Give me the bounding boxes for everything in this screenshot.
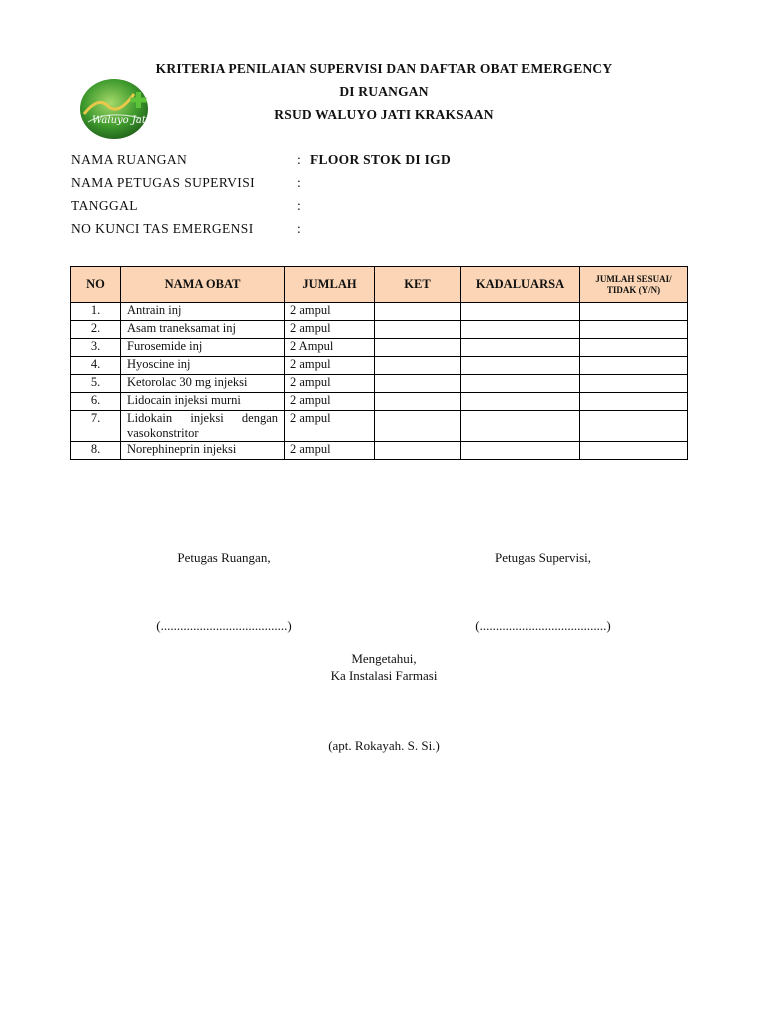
cell-jumlah: 2 ampul	[285, 411, 375, 442]
cell-nama-obat: Lidocain injeksi murni	[121, 393, 285, 411]
document-subtitle: DI RUANGAN	[339, 84, 429, 99]
col-header-jumlah-sesuai: JUMLAH SESUAI/ TIDAK (Y/N)	[580, 267, 688, 303]
info-colon: :	[297, 152, 301, 167]
info-label-tanggal: TANGGAL	[71, 198, 138, 213]
cell-ket[interactable]	[375, 339, 461, 357]
info-label-no-kunci: NO KUNCI TAS EMERGENSI	[71, 221, 254, 236]
info-colon: :	[297, 221, 301, 236]
table-row	[71, 411, 688, 442]
info-label-nama-ruangan: NAMA RUANGAN	[71, 152, 188, 167]
drug-table	[70, 266, 688, 460]
hospital-name: RSUD WALUYO JATI KRAKSAAN	[274, 107, 494, 122]
cell-nama-obat: Asam traneksamat inj	[121, 321, 285, 339]
cell-kadaluarsa[interactable]	[461, 357, 580, 375]
col-header-ket: KET	[375, 267, 461, 303]
table-row	[71, 375, 688, 393]
cell-nama-obat: Furosemide inj	[121, 339, 285, 357]
cell-no: 6.	[71, 393, 121, 411]
signature-title-petugas-supervisi: Petugas Supervisi,	[494, 550, 592, 565]
cell-no: 2.	[71, 321, 121, 339]
info-label-nama-petugas: NAMA PETUGAS SUPERVISI	[71, 175, 255, 190]
col-header-jumlah: JUMLAH	[285, 267, 375, 303]
acknowledge-name: (apt. Rokayah. S. Si.)	[328, 738, 440, 753]
col-header-kadaluarsa: KADALUARSA	[461, 267, 580, 303]
cell-ket[interactable]	[375, 411, 461, 442]
acknowledge-label: Mengetahui,	[351, 651, 417, 666]
document-title: KRITERIA PENILAIAN SUPERVISI DAN DAFTAR OBAT EMERGENCY	[155, 61, 613, 76]
cell-jumlah: 2 ampul	[285, 375, 375, 393]
signature-title-petugas-ruangan: Petugas Ruangan,	[177, 550, 271, 565]
cell-nama-obat: Antrain inj	[121, 303, 285, 321]
table-row	[71, 339, 688, 357]
cell-nama-obat: Lidokain injeksi dengan vasokonstritor	[121, 411, 285, 442]
cell-jumlah-sesuai[interactable]	[580, 321, 688, 339]
cell-kadaluarsa[interactable]	[461, 339, 580, 357]
table-header-row	[71, 267, 688, 303]
info-value-nama-ruangan: FLOOR STOK DI IGD	[310, 152, 452, 167]
cell-jumlah: 2 ampul	[285, 303, 375, 321]
cell-no: 1.	[71, 303, 121, 321]
cell-kadaluarsa[interactable]	[461, 375, 580, 393]
cell-no: 5.	[71, 375, 121, 393]
cell-no: 7.	[71, 411, 121, 442]
cell-kadaluarsa[interactable]	[461, 411, 580, 442]
info-colon: :	[297, 175, 301, 190]
logo-text: Waluyo Jati	[92, 115, 150, 126]
signature-blank-left[interactable]: (.......................................)	[156, 618, 292, 633]
cell-ket[interactable]	[375, 375, 461, 393]
cell-no: 4.	[71, 357, 121, 375]
table-row	[71, 321, 688, 339]
signature-blank-right[interactable]: (.......................................)	[475, 618, 611, 633]
col-header-nama-obat: NAMA OBAT	[121, 267, 285, 303]
cell-kadaluarsa[interactable]	[461, 303, 580, 321]
cell-jumlah-sesuai[interactable]	[580, 339, 688, 357]
cell-jumlah: 2 ampul	[285, 442, 375, 460]
cell-no: 3.	[71, 339, 121, 357]
cell-jumlah: 2 ampul	[285, 393, 375, 411]
cell-ket[interactable]	[375, 393, 461, 411]
cell-nama-obat: Norephineprin injeksi	[121, 442, 285, 460]
cell-kadaluarsa[interactable]	[461, 442, 580, 460]
col-header-no: NO	[71, 267, 121, 303]
cell-jumlah-sesuai[interactable]	[580, 303, 688, 321]
info-colon: :	[297, 198, 301, 213]
cell-ket[interactable]	[375, 321, 461, 339]
cell-jumlah-sesuai[interactable]	[580, 357, 688, 375]
cell-kadaluarsa[interactable]	[461, 393, 580, 411]
cell-ket[interactable]	[375, 442, 461, 460]
cell-nama-obat: Hyoscine inj	[121, 357, 285, 375]
cell-ket[interactable]	[375, 357, 461, 375]
cell-no: 8.	[71, 442, 121, 460]
cell-jumlah: 2 ampul	[285, 321, 375, 339]
cell-jumlah: 2 Ampul	[285, 339, 375, 357]
cell-jumlah-sesuai[interactable]	[580, 411, 688, 442]
table-row	[71, 393, 688, 411]
cell-jumlah-sesuai[interactable]	[580, 393, 688, 411]
table-row	[71, 357, 688, 375]
cell-jumlah-sesuai[interactable]	[580, 442, 688, 460]
table-row	[71, 442, 688, 460]
acknowledge-role: Ka Instalasi Farmasi	[330, 668, 438, 683]
cell-jumlah-sesuai[interactable]	[580, 375, 688, 393]
table-row	[71, 303, 688, 321]
cell-kadaluarsa[interactable]	[461, 321, 580, 339]
cell-nama-obat: Ketorolac 30 mg injeksi	[121, 375, 285, 393]
cell-ket[interactable]	[375, 303, 461, 321]
cell-jumlah: 2 ampul	[285, 357, 375, 375]
